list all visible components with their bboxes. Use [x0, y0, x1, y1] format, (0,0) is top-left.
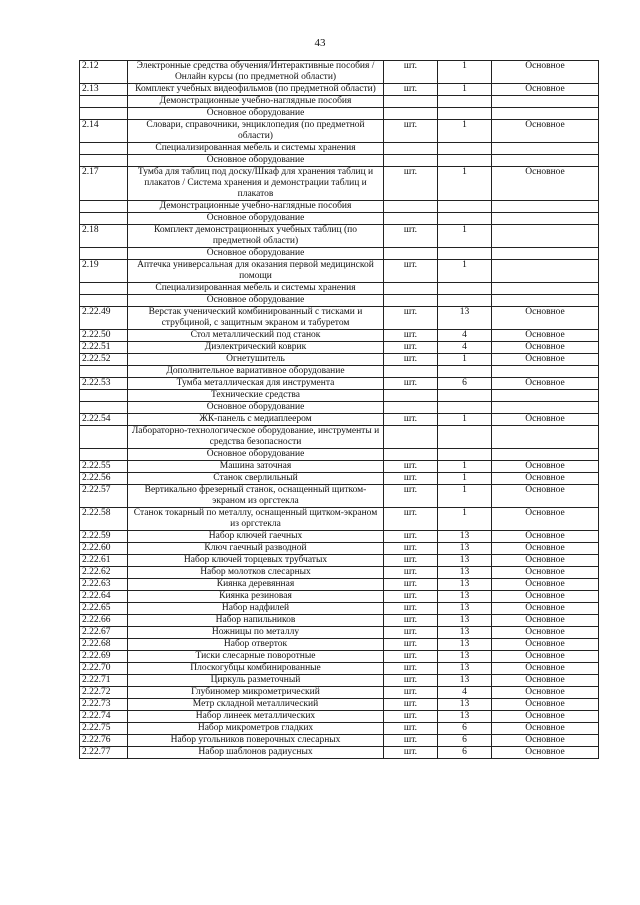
name-cell: Набор молотков слесарных — [128, 567, 384, 579]
unit-cell: шт. — [384, 639, 438, 651]
section-row — [80, 402, 599, 414]
unit-cell: шт. — [384, 354, 438, 366]
unit-cell — [384, 426, 438, 449]
table-row — [80, 473, 599, 485]
name-cell: Набор напильников — [128, 615, 384, 627]
unit-cell — [384, 283, 438, 295]
table-row — [80, 120, 599, 143]
section-title: Основное оборудование — [128, 295, 384, 307]
type-cell — [492, 366, 599, 378]
type-cell: Основное — [492, 485, 599, 508]
type-cell: Основное — [492, 461, 599, 473]
num-cell: 2.14 — [80, 120, 128, 143]
table-row — [80, 579, 599, 591]
table-row — [80, 675, 599, 687]
qty-cell: 4 — [438, 330, 492, 342]
unit-cell: шт. — [384, 414, 438, 426]
table-row — [80, 167, 599, 201]
type-cell: Основное — [492, 747, 599, 759]
unit-cell: шт. — [384, 307, 438, 330]
section-row — [80, 248, 599, 260]
unit-cell: шт. — [384, 579, 438, 591]
type-cell: Основное — [492, 651, 599, 663]
unit-cell: шт. — [384, 687, 438, 699]
num-cell — [80, 248, 128, 260]
unit-cell: шт. — [384, 260, 438, 283]
type-cell: Основное — [492, 543, 599, 555]
num-cell: 2.22.56 — [80, 473, 128, 485]
type-cell — [492, 143, 599, 155]
num-cell — [80, 449, 128, 461]
unit-cell: шт. — [384, 627, 438, 639]
num-cell: 2.19 — [80, 260, 128, 283]
name-cell: Диэлектрический коврик — [128, 342, 384, 354]
unit-cell: шт. — [384, 615, 438, 627]
qty-cell — [438, 143, 492, 155]
type-cell: Основное — [492, 84, 599, 96]
unit-cell: шт. — [384, 543, 438, 555]
qty-cell — [438, 213, 492, 225]
name-cell: Станок токарный по металлу, оснащенный щитком-экраном из оргстекла — [128, 508, 384, 531]
num-cell: 2.22.51 — [80, 342, 128, 354]
name-cell: Тумба для таблиц под доску/Шкаф для хранения таблиц и плакатов / Система хранения и демонстрации таблиц и плакатов — [128, 167, 384, 201]
num-cell: 2.22.65 — [80, 603, 128, 615]
type-cell: Основное — [492, 330, 599, 342]
num-cell: 2.22.75 — [80, 723, 128, 735]
unit-cell: шт. — [384, 555, 438, 567]
unit-cell — [384, 96, 438, 108]
qty-cell: 13 — [438, 711, 492, 723]
unit-cell — [384, 295, 438, 307]
type-cell: Основное — [492, 579, 599, 591]
type-cell: Основное — [492, 687, 599, 699]
num-cell — [80, 283, 128, 295]
qty-cell: 13 — [438, 603, 492, 615]
name-cell: Набор шаблонов радиусных — [128, 747, 384, 759]
qty-cell: 1 — [438, 225, 492, 248]
name-cell: Киянка резиновая — [128, 591, 384, 603]
unit-cell: шт. — [384, 711, 438, 723]
type-cell: Основное — [492, 615, 599, 627]
section-title: Технические средства — [128, 390, 384, 402]
type-cell: Основное — [492, 61, 599, 84]
unit-cell: шт. — [384, 342, 438, 354]
section-row — [80, 390, 599, 402]
qty-cell: 1 — [438, 485, 492, 508]
type-cell — [492, 426, 599, 449]
num-cell: 2.22.70 — [80, 663, 128, 675]
unit-cell — [384, 402, 438, 414]
equipment-table — [79, 60, 599, 759]
num-cell: 2.22.50 — [80, 330, 128, 342]
num-cell — [80, 213, 128, 225]
num-cell — [80, 108, 128, 120]
num-cell: 2.22.71 — [80, 675, 128, 687]
section-row — [80, 143, 599, 155]
unit-cell: шт. — [384, 84, 438, 96]
section-row — [80, 283, 599, 295]
type-cell — [492, 155, 599, 167]
section-title: Основное оборудование — [128, 213, 384, 225]
type-cell: Основное — [492, 639, 599, 651]
type-cell — [492, 260, 599, 283]
qty-cell: 6 — [438, 723, 492, 735]
table-row — [80, 591, 599, 603]
page-number: 43 — [314, 37, 326, 49]
qty-cell: 6 — [438, 735, 492, 747]
section-title: Основное оборудование — [128, 108, 384, 120]
table-row — [80, 543, 599, 555]
name-cell: Набор угольников поверочных слесарных — [128, 735, 384, 747]
unit-cell: шт. — [384, 651, 438, 663]
qty-cell: 1 — [438, 84, 492, 96]
section-title: Специализированная мебель и системы хранения — [128, 143, 384, 155]
section-title: Дополнительное вариативное оборудование — [128, 366, 384, 378]
name-cell: Комплект учебных видеофильмов (по предметной области) — [128, 84, 384, 96]
unit-cell — [384, 143, 438, 155]
name-cell: Машина заточная — [128, 461, 384, 473]
table-row — [80, 687, 599, 699]
section-row — [80, 155, 599, 167]
name-cell: Комплект демонстрационных учебных таблиц (по предметной области) — [128, 225, 384, 248]
type-cell: Основное — [492, 591, 599, 603]
name-cell: Электронные средства обучения/Интерактивные пособия / Онлайн курсы (по предметной области) — [128, 61, 384, 84]
unit-cell: шт. — [384, 485, 438, 508]
unit-cell: шт. — [384, 675, 438, 687]
name-cell: Тиски слесарные поворотные — [128, 651, 384, 663]
qty-cell: 1 — [438, 461, 492, 473]
qty-cell — [438, 295, 492, 307]
unit-cell: шт. — [384, 747, 438, 759]
table-row — [80, 555, 599, 567]
name-cell: Ножницы по металлу — [128, 627, 384, 639]
type-cell — [492, 225, 599, 248]
type-cell: Основное — [492, 378, 599, 390]
name-cell: Глубиномер микрометрический — [128, 687, 384, 699]
table-row — [80, 603, 599, 615]
type-cell — [492, 390, 599, 402]
section-title: Основное оборудование — [128, 402, 384, 414]
num-cell — [80, 295, 128, 307]
unit-cell: шт. — [384, 663, 438, 675]
num-cell — [80, 426, 128, 449]
unit-cell: шт. — [384, 735, 438, 747]
num-cell: 2.18 — [80, 225, 128, 248]
qty-cell: 13 — [438, 651, 492, 663]
num-cell: 2.12 — [80, 61, 128, 84]
name-cell: Словари, справочники, энциклопедия (по предметной области) — [128, 120, 384, 143]
qty-cell: 4 — [438, 687, 492, 699]
num-cell: 2.22.52 — [80, 354, 128, 366]
qty-cell: 13 — [438, 615, 492, 627]
type-cell: Основное — [492, 414, 599, 426]
unit-cell: шт. — [384, 699, 438, 711]
unit-cell — [384, 155, 438, 167]
num-cell: 2.22.66 — [80, 615, 128, 627]
unit-cell: шт. — [384, 567, 438, 579]
qty-cell: 13 — [438, 591, 492, 603]
qty-cell: 4 — [438, 342, 492, 354]
unit-cell: шт. — [384, 591, 438, 603]
table-row — [80, 567, 599, 579]
unit-cell: шт. — [384, 167, 438, 201]
table-row — [80, 508, 599, 531]
name-cell: Ключ гаечный разводной — [128, 543, 384, 555]
name-cell: Огнетушитель — [128, 354, 384, 366]
name-cell: Аптечка универсальная для оказания первой медицинской помощи — [128, 260, 384, 283]
type-cell: Основное — [492, 120, 599, 143]
name-cell: Набор линеек металлических — [128, 711, 384, 723]
type-cell: Основное — [492, 342, 599, 354]
num-cell: 2.22.58 — [80, 508, 128, 531]
qty-cell — [438, 390, 492, 402]
name-cell: Набор отверток — [128, 639, 384, 651]
table-row — [80, 225, 599, 248]
section-title: Специализированная мебель и системы хранения — [128, 283, 384, 295]
num-cell: 2.22.76 — [80, 735, 128, 747]
num-cell: 2.22.49 — [80, 307, 128, 330]
section-title: Лабораторно-технологическое оборудование, инструменты и средства безопасности — [128, 426, 384, 449]
type-cell: Основное — [492, 603, 599, 615]
qty-cell: 1 — [438, 61, 492, 84]
section-title: Демонстрационные учебно-наглядные пособия — [128, 96, 384, 108]
qty-cell — [438, 449, 492, 461]
qty-cell: 13 — [438, 627, 492, 639]
qty-cell: 13 — [438, 531, 492, 543]
qty-cell — [438, 96, 492, 108]
num-cell: 2.22.69 — [80, 651, 128, 663]
section-row — [80, 449, 599, 461]
num-cell: 2.22.60 — [80, 543, 128, 555]
section-title: Демонстрационные учебно-наглядные пособия — [128, 201, 384, 213]
table-row — [80, 627, 599, 639]
table-row — [80, 461, 599, 473]
type-cell: Основное — [492, 627, 599, 639]
qty-cell: 13 — [438, 567, 492, 579]
type-cell — [492, 108, 599, 120]
num-cell: 2.22.53 — [80, 378, 128, 390]
qty-cell: 1 — [438, 508, 492, 531]
section-row — [80, 426, 599, 449]
num-cell: 2.22.54 — [80, 414, 128, 426]
unit-cell: шт. — [384, 330, 438, 342]
type-cell — [492, 213, 599, 225]
qty-cell — [438, 155, 492, 167]
name-cell: Циркуль разметочный — [128, 675, 384, 687]
type-cell: Основное — [492, 675, 599, 687]
name-cell: Тумба металлическая для инструмента — [128, 378, 384, 390]
name-cell: Станок сверлильный — [128, 473, 384, 485]
type-cell — [492, 248, 599, 260]
num-cell: 2.22.74 — [80, 711, 128, 723]
table-row — [80, 711, 599, 723]
table-row — [80, 378, 599, 390]
unit-cell: шт. — [384, 378, 438, 390]
unit-cell: шт. — [384, 61, 438, 84]
table-row — [80, 699, 599, 711]
type-cell: Основное — [492, 508, 599, 531]
qty-cell: 13 — [438, 555, 492, 567]
qty-cell: 1 — [438, 167, 492, 201]
qty-cell: 1 — [438, 414, 492, 426]
qty-cell — [438, 366, 492, 378]
num-cell — [80, 390, 128, 402]
num-cell — [80, 155, 128, 167]
num-cell: 2.13 — [80, 84, 128, 96]
table-row — [80, 485, 599, 508]
qty-cell — [438, 426, 492, 449]
section-row — [80, 96, 599, 108]
type-cell — [492, 402, 599, 414]
num-cell — [80, 366, 128, 378]
qty-cell: 13 — [438, 543, 492, 555]
name-cell: Стол металлический под станок — [128, 330, 384, 342]
name-cell: Метр складной металлический — [128, 699, 384, 711]
unit-cell — [384, 366, 438, 378]
table-row — [80, 723, 599, 735]
section-title: Основное оборудование — [128, 248, 384, 260]
section-row — [80, 366, 599, 378]
type-cell: Основное — [492, 699, 599, 711]
unit-cell — [384, 449, 438, 461]
qty-cell: 13 — [438, 639, 492, 651]
unit-cell: шт. — [384, 603, 438, 615]
table-row — [80, 747, 599, 759]
table-row — [80, 84, 599, 96]
num-cell — [80, 143, 128, 155]
type-cell: Основное — [492, 663, 599, 675]
qty-cell — [438, 108, 492, 120]
unit-cell: шт. — [384, 120, 438, 143]
table-row — [80, 735, 599, 747]
name-cell: Киянка деревянная — [128, 579, 384, 591]
type-cell: Основное — [492, 307, 599, 330]
table-row — [80, 615, 599, 627]
table-row — [80, 61, 599, 84]
name-cell: ЖК-панель с медиаплеером — [128, 414, 384, 426]
qty-cell: 1 — [438, 260, 492, 283]
qty-cell: 6 — [438, 747, 492, 759]
num-cell — [80, 402, 128, 414]
qty-cell: 13 — [438, 675, 492, 687]
name-cell: Набор микрометров гладких — [128, 723, 384, 735]
num-cell — [80, 96, 128, 108]
qty-cell: 6 — [438, 378, 492, 390]
table-row — [80, 663, 599, 675]
type-cell: Основное — [492, 531, 599, 543]
num-cell: 2.22.61 — [80, 555, 128, 567]
unit-cell — [384, 213, 438, 225]
type-cell: Основное — [492, 735, 599, 747]
name-cell: Набор ключей торцевых трубчатых — [128, 555, 384, 567]
section-row — [80, 201, 599, 213]
unit-cell: шт. — [384, 225, 438, 248]
qty-cell: 1 — [438, 354, 492, 366]
num-cell: 2.22.77 — [80, 747, 128, 759]
type-cell: Основное — [492, 711, 599, 723]
qty-cell — [438, 248, 492, 260]
unit-cell — [384, 248, 438, 260]
num-cell: 2.22.63 — [80, 579, 128, 591]
name-cell: Набор надфилей — [128, 603, 384, 615]
name-cell: Набор ключей гаечных — [128, 531, 384, 543]
num-cell: 2.22.68 — [80, 639, 128, 651]
qty-cell: 13 — [438, 699, 492, 711]
unit-cell — [384, 108, 438, 120]
section-row — [80, 295, 599, 307]
qty-cell: 1 — [438, 120, 492, 143]
name-cell: Плоскогубцы комбинированные — [128, 663, 384, 675]
unit-cell: шт. — [384, 473, 438, 485]
num-cell: 2.22.59 — [80, 531, 128, 543]
num-cell: 2.22.55 — [80, 461, 128, 473]
type-cell: Основное — [492, 723, 599, 735]
num-cell: 2.22.57 — [80, 485, 128, 508]
name-cell: Верстак ученический комбинированный с тисками и струбциной, с защитным экраном и табуретом — [128, 307, 384, 330]
type-cell — [492, 295, 599, 307]
table-row — [80, 651, 599, 663]
unit-cell — [384, 390, 438, 402]
type-cell: Основное — [492, 167, 599, 201]
table-row — [80, 307, 599, 330]
num-cell: 2.22.62 — [80, 567, 128, 579]
section-title: Основное оборудование — [128, 155, 384, 167]
type-cell: Основное — [492, 354, 599, 366]
num-cell: 2.17 — [80, 167, 128, 201]
section-title: Основное оборудование — [128, 449, 384, 461]
name-cell: Вертикально фрезерный станок, оснащенный щитком-экраном из оргстекла — [128, 485, 384, 508]
unit-cell: шт. — [384, 723, 438, 735]
num-cell: 2.22.72 — [80, 687, 128, 699]
num-cell — [80, 201, 128, 213]
type-cell — [492, 449, 599, 461]
qty-cell: 13 — [438, 663, 492, 675]
type-cell — [492, 96, 599, 108]
type-cell: Основное — [492, 473, 599, 485]
qty-cell — [438, 283, 492, 295]
unit-cell: шт. — [384, 508, 438, 531]
equipment-table-body — [80, 61, 599, 759]
table-row — [80, 531, 599, 543]
table-row — [80, 639, 599, 651]
num-cell: 2.22.73 — [80, 699, 128, 711]
section-row — [80, 213, 599, 225]
table-row — [80, 414, 599, 426]
type-cell — [492, 283, 599, 295]
qty-cell: 13 — [438, 307, 492, 330]
num-cell: 2.22.67 — [80, 627, 128, 639]
type-cell — [492, 201, 599, 213]
unit-cell — [384, 201, 438, 213]
table-row — [80, 342, 599, 354]
qty-cell — [438, 402, 492, 414]
table-row — [80, 354, 599, 366]
section-row — [80, 108, 599, 120]
type-cell: Основное — [492, 567, 599, 579]
type-cell: Основное — [492, 555, 599, 567]
unit-cell: шт. — [384, 461, 438, 473]
num-cell: 2.22.64 — [80, 591, 128, 603]
unit-cell: шт. — [384, 531, 438, 543]
qty-cell — [438, 201, 492, 213]
qty-cell: 13 — [438, 579, 492, 591]
table-row — [80, 330, 599, 342]
qty-cell: 1 — [438, 473, 492, 485]
table-row — [80, 260, 599, 283]
